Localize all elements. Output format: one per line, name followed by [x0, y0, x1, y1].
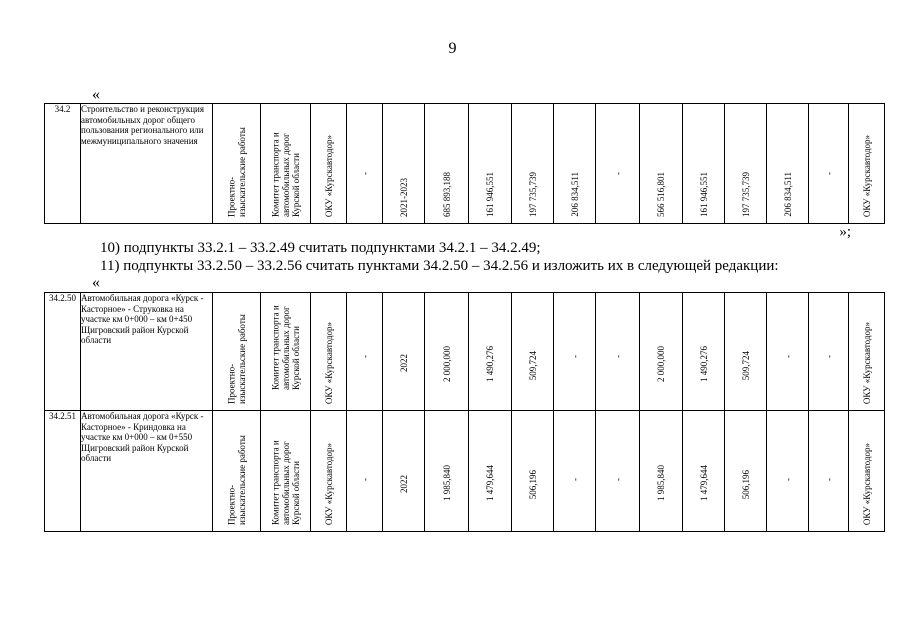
- work-type: Проектно-изыскательские работы: [226, 435, 247, 525]
- cell-c14: 509,724: [740, 350, 751, 380]
- work-type: Проектно-изыскательские работы: [226, 127, 247, 217]
- cell-c10: -: [569, 478, 580, 481]
- executor: ОКУ «Курскавтодор»: [861, 321, 872, 404]
- item-code: 34.2.50: [45, 293, 81, 411]
- cell-c12: 2 000,000: [655, 346, 666, 382]
- paragraph-10: 10) подпункты 33.2.1 – 33.2.49 считать подпунктами 34.2.1 – 34.2.49;: [100, 240, 541, 256]
- period: 2022: [398, 354, 409, 372]
- executor: ОКУ «Курскавтодор»: [861, 442, 872, 525]
- table-item-34-2: [44, 103, 885, 224]
- table-items-34-2-50: [44, 292, 885, 532]
- opening-quote-top: «: [92, 86, 100, 103]
- item-code: 34.2.51: [45, 411, 81, 532]
- cell-c16: -: [823, 478, 834, 481]
- table-row: [45, 411, 885, 532]
- paragraph-11: 11) подпункты 33.2.50 – 33.2.56 считать пунктами 34.2.50 – 34.2.56 и изложить их в следующей редакции:: [100, 258, 779, 274]
- table-row: [45, 293, 885, 411]
- cell-c11: -: [612, 355, 623, 358]
- work-type: Проектно-изыскательские работы: [226, 314, 247, 404]
- cell-c11: -: [612, 172, 623, 175]
- executor: ОКУ «Курскавтодор»: [861, 134, 872, 217]
- period: 2022: [398, 475, 409, 493]
- cell-c12: 1 985,840: [655, 465, 666, 501]
- item-name: Автомобильная дорога «Курск - Касторное» - Струковка на участке км 0+000 – км 0+450 Щигровский район Курской области: [81, 293, 213, 411]
- customer: Комитет транспорта и автомобильных дорог Курской области: [269, 305, 301, 390]
- cell-c9: 509,724: [527, 350, 538, 380]
- cell-c13: 1 479,644: [698, 465, 709, 501]
- cell-c13: 161 946,551: [698, 172, 709, 217]
- contractor: ОКУ «Курскавтодор»: [323, 134, 334, 217]
- cell-c10: -: [569, 355, 580, 358]
- cell-c7: 685 893,188: [441, 172, 452, 217]
- period: 2021-2023: [398, 178, 409, 217]
- cell-c5: -: [359, 172, 370, 175]
- cell-c12: 566 516,801: [655, 172, 666, 217]
- cell-c14: 197 735,739: [740, 172, 751, 217]
- customer: Комитет транспорта и автомобильных дорог Курской области: [269, 132, 301, 217]
- cell-c11: -: [612, 478, 623, 481]
- item-name: Автомобильная дорога «Курск - Касторное» - Криндовка на участке км 0+000 – км 0+550 Щигровский район Курской области: [81, 411, 213, 532]
- opening-quote-mid: «: [92, 274, 100, 291]
- cell-c15: -: [782, 478, 793, 481]
- closing-quote: »;: [839, 224, 851, 240]
- cell-c7: 1 985,840: [441, 465, 452, 501]
- item-name: Строительство и реконструкция автомобильных дорог общего пользования регионального или межмуниципального значения: [81, 104, 213, 224]
- cell-c8: 161 946,551: [484, 172, 495, 217]
- item-code: 34.2: [45, 104, 81, 224]
- cell-c8: 1 490,276: [484, 346, 495, 382]
- cell-c13: 1 490,276: [698, 346, 709, 382]
- cell-c5: -: [359, 478, 370, 481]
- cell-c16: -: [823, 355, 834, 358]
- cell-c5: -: [359, 355, 370, 358]
- cell-c14: 506,196: [740, 469, 751, 499]
- cell-c15: -: [782, 355, 793, 358]
- cell-c7: 2 000,000: [441, 346, 452, 382]
- customer: Комитет транспорта и автомобильных дорог Курской области: [269, 440, 301, 525]
- cell-c9: 197 735,739: [527, 172, 538, 217]
- cell-c9: 506,196: [527, 469, 538, 499]
- page-number: 9: [448, 40, 457, 57]
- contractor: ОКУ «Курскавтодор»: [323, 321, 334, 404]
- cell-c15: 206 834,511: [782, 172, 793, 217]
- cell-c10: 206 834,511: [569, 172, 580, 217]
- contractor: ОКУ «Курскавтодор»: [323, 442, 334, 525]
- cell-c8: 1 479,644: [484, 465, 495, 501]
- cell-c16: -: [823, 172, 834, 175]
- table-row: [45, 104, 885, 224]
